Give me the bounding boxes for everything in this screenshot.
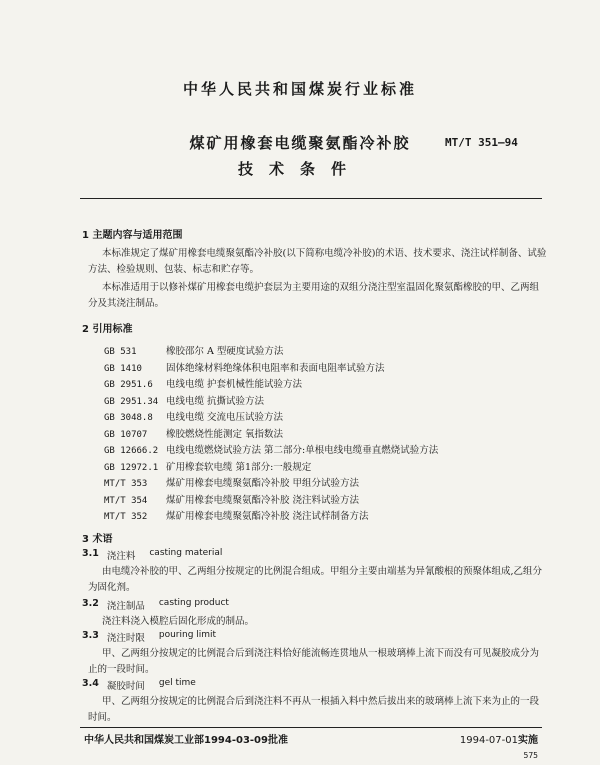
term-number: 3.1 <box>82 548 99 559</box>
reference-item <box>104 443 544 460</box>
term-chinese: 凝胶时间 <box>106 681 145 692</box>
term-definition: 甲、乙两组分按规定的比例混合后到浇注料恰好能流畅连贯地从一根玻璃棒上流下而没有可见凝胶成分为止的一段时间。 <box>88 648 540 675</box>
reference-item <box>104 493 544 510</box>
reference-code: GB 531 <box>104 347 137 357</box>
reference-code: MT/T 352 <box>104 512 148 522</box>
term-definition: 浇注料浇入模腔后固化形成的制品。 <box>102 616 255 627</box>
reference-title: 橡胶燃烧性能测定 氧指数法 <box>166 428 284 440</box>
section-1-heading: 1 主题内容与适用范围 <box>82 230 183 241</box>
reference-item <box>104 427 544 444</box>
standard-title: 煤矿用橡套电缆聚氨酯冷补胶 <box>189 134 411 152</box>
reference-title: 煤矿用橡套电缆聚氨酯冷补胶 甲组分试验方法 <box>166 478 360 489</box>
reference-code: GB 2951.34 <box>104 396 159 407</box>
reference-code: MT/T 354 <box>104 495 148 506</box>
footer-divider <box>80 727 542 728</box>
reference-item <box>104 410 544 427</box>
reference-code: MT/T 353 <box>104 479 148 489</box>
reference-code: GB 12666.2 <box>104 446 159 456</box>
term-heading <box>82 630 216 644</box>
reference-title: 电线电缆燃烧试验方法 第二部分:单根电线电缆垂直燃烧试验方法 <box>166 445 439 456</box>
section-2-heading: 2 引用标准 <box>82 324 133 335</box>
reference-title: 电线电缆 护套机械性能试验方法 <box>166 379 303 390</box>
page-number: 575 <box>523 751 538 760</box>
approval-line: 中华人民共和国煤炭工业部1994-03-09批准 <box>84 735 288 746</box>
reference-item <box>104 377 544 394</box>
standard-number: MT/T 351—94 <box>445 136 518 149</box>
reference-code: GB 10707 <box>104 429 148 440</box>
section-1-paragraph-2: 本标准适用于以修补煤矿用橡套电缆护套层为主要用途的双组分浇注型室温固化聚氨酯橡胶的甲、乙两组分及其浇注制品。 <box>88 282 540 309</box>
term-english: casting material <box>149 548 223 558</box>
reference-title: 煤矿用橡套电缆聚氨酯冷补胶 浇注料试验方法 <box>166 494 360 506</box>
term-heading <box>82 678 196 692</box>
term-definition: 甲、乙两组分按规定的比例混合后到浇注料不再从一根插入料中然后拔出来的玻璃棒上流下来为止的一段时间。 <box>88 696 540 723</box>
section-3-heading: 3 术语 <box>82 534 113 545</box>
reference-item <box>104 394 544 411</box>
reference-list <box>104 344 544 526</box>
effective-label: 实施 <box>518 735 538 746</box>
reference-code: GB 3048.8 <box>104 413 153 423</box>
effective-line <box>460 731 538 746</box>
reference-title: 固体绝缘材料绝缘体积电阻率和表面电阻率试验方法 <box>166 362 385 374</box>
reference-item <box>104 460 544 477</box>
term-heading <box>82 548 222 562</box>
term-english: casting product <box>158 598 229 608</box>
effective-date: 1994-07-01 <box>459 735 518 746</box>
reference-title: 煤矿用橡套电缆聚氨酯冷补胶 浇注试样制备方法 <box>166 511 369 522</box>
reference-item <box>104 509 544 526</box>
term-chinese: 浇注料 <box>106 551 136 562</box>
section-1-paragraph-1: 本标准规定了煤矿用橡套电缆聚氨酯冷补胶(以下简称电缆冷补胶)的术语、技术要求、浇注试样制备、试验方法、检验规则、包装、标志和贮存等。 <box>88 248 547 275</box>
standard-subtitle: 技术条件 <box>237 160 362 178</box>
reference-title: 橡胶邵尔 A 型硬度试验方法 <box>166 346 284 357</box>
term-english: gel time <box>158 678 196 688</box>
term-english: pouring limit <box>158 630 217 640</box>
reference-title: 电线电缆 抗撕试验方法 <box>166 395 265 407</box>
reference-title: 电线电缆 交流电压试验方法 <box>166 412 284 423</box>
term-number: 3.3 <box>82 630 99 641</box>
header-divider <box>80 198 542 199</box>
reference-title: 矿用橡套软电缆 第1部分:一般规定 <box>166 461 312 473</box>
reference-item <box>104 344 544 361</box>
term-number: 3.4 <box>82 678 99 689</box>
reference-code: GB 1410 <box>104 363 142 374</box>
reference-code: GB 12972.1 <box>104 462 159 473</box>
term-definition: 由电缆冷补胶的甲、乙两组分按规定的比例混合组成。甲组分主要由端基为异氰酸根的预聚体组成,乙组分为固化剂。 <box>88 566 543 593</box>
reference-item <box>104 361 544 378</box>
term-chinese: 浇注时限 <box>106 633 145 644</box>
reference-item <box>104 476 544 493</box>
term-heading <box>82 598 229 612</box>
standard-title-block <box>110 130 490 182</box>
reference-code: GB 2951.6 <box>104 380 153 390</box>
org-title: 中华人民共和国煤炭行业标准 <box>182 80 417 98</box>
term-number: 3.2 <box>82 598 99 609</box>
term-chinese: 浇注制品 <box>106 601 145 612</box>
